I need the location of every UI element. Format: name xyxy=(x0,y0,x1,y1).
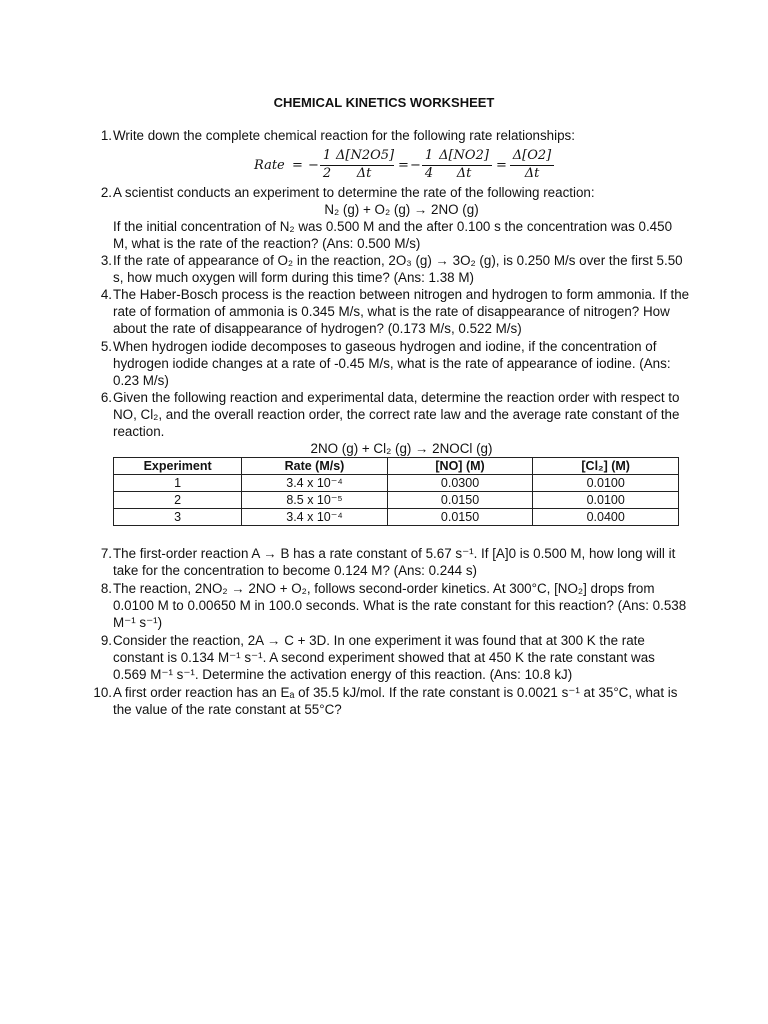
question-number: 8. xyxy=(100,581,112,596)
fraction-o2: $\frac{\Delta[O2]}{\Delta t}$ xyxy=(510,147,554,182)
question-number: 7. xyxy=(100,546,112,561)
question-number: 1. xyxy=(100,128,112,143)
question-2 xyxy=(90,184,690,252)
question-text: The Haber-Bosch process is the reaction between nitrogen and hydrogen to form ammonia. If the rate of formation of ammonia is 0.345 M/s, what is the rate of disappearance of nitrogen? How about the rate of disappearance of hydrogen? (0.173 M/s, 0.522 M/s) xyxy=(113,287,690,336)
fraction-coefficient-2: $\frac{1}{4}$ xyxy=(422,147,436,182)
table-row xyxy=(114,492,679,509)
question-number: 9. xyxy=(100,633,112,648)
question-text: When hydrogen iodide decomposes to gaseous hydrogen and iodine, if the concentration of hydrogen iodide changes at a rate of -0.45 M/s, what is the rate of appearance of iodine. (Ans: 0.23 M/s) xyxy=(113,339,671,388)
question-10 xyxy=(90,684,690,718)
question-text: Consider the reaction, 2A → C + 3D. In one experiment it was found that at 300 K the rate constant is 0.134 M⁻¹ s⁻¹. A second experiment showed that at 450 K the rate constant was 0.569 M⁻¹ s⁻¹. Determine the activation energy of this reaction. (Ans: 10.8 kJ) xyxy=(113,633,655,682)
table-cell: 8.5 x 10⁻⁵ xyxy=(242,492,388,509)
table-cell: 1 xyxy=(114,475,242,492)
question-3 xyxy=(90,252,690,286)
minus-sign: − xyxy=(308,158,319,173)
table-row xyxy=(114,509,679,526)
column-header: [Cl₂] (M) xyxy=(533,458,679,475)
question-text: A scientist conducts an experiment to determine the rate of the following reaction: xyxy=(113,185,595,200)
rate-label: Rate xyxy=(254,158,285,173)
question-text: Given the following reaction and experimental data, determine the reaction order with respect to NO, Cl₂, and the overall reaction order, the correct rate law and the average rate constant of the reaction. xyxy=(113,390,680,439)
question-text: Write down the complete chemical reaction for the following rate relationships: xyxy=(113,128,575,143)
table-header-row xyxy=(114,458,679,475)
fraction-no2: $\frac{\Delta[NO2]}{\Delta t}$ xyxy=(436,147,492,182)
question-number: 4. xyxy=(100,287,112,302)
table-cell: 0.0300 xyxy=(387,475,533,492)
rate-equation xyxy=(254,147,554,187)
fraction-coefficient-1: $\frac{1}{2}$ xyxy=(320,147,334,182)
table-cell: 0.0150 xyxy=(387,492,533,509)
question-number: 5. xyxy=(100,339,112,354)
column-header: [NO] (M) xyxy=(387,458,533,475)
table-cell: 0.0150 xyxy=(387,509,533,526)
question-8 xyxy=(90,580,690,631)
reaction-equation: 2NO (g) + Cl₂ (g) → 2NOCl (g) xyxy=(310,441,493,456)
question-4 xyxy=(90,286,690,337)
question-text: If the rate of appearance of O₂ in the reaction, 2O₃ (g) → 3O₂ (g), is 0.250 M/s over the first 5.50 s, how much oxygen will form during this time? (Ans: 1.38 M) xyxy=(113,253,683,285)
question-7 xyxy=(90,545,690,579)
equals-sign: = xyxy=(292,158,303,173)
table-cell: 3.4 x 10⁻⁴ xyxy=(242,475,388,492)
minus-sign: − xyxy=(410,158,421,173)
table-cell: 3 xyxy=(114,509,242,526)
question-number: 3. xyxy=(100,253,112,268)
table-cell: 0.0400 xyxy=(533,509,679,526)
table-row xyxy=(114,475,679,492)
table-cell: 0.0100 xyxy=(533,475,679,492)
table-cell: 0.0100 xyxy=(533,492,679,509)
question-5 xyxy=(90,338,690,389)
page-title: CHEMICAL KINETICS WORKSHEET xyxy=(273,95,495,110)
question-text: The first-order reaction A → B has a rate constant of 5.67 s⁻¹. If [A]0 is 0.500 M, how long will it take for the concentration to become 0.124 M? (Ans: 0.244 s) xyxy=(113,546,676,578)
question-number: 10. xyxy=(93,685,112,700)
question-9 xyxy=(90,632,690,683)
experiment-data-table xyxy=(113,457,679,526)
reaction-equation: N₂ (g) + O₂ (g) → 2NO (g) xyxy=(324,202,479,217)
question-text: The reaction, 2NO₂ → 2NO + O₂, follows second-order kinetics. At 300°C, [NO₂] drops from 0.0100 M to 0.00650 M in 100.0 seconds. What is the rate constant for this reaction? (Ans: 0.538 M⁻¹ s⁻¹) xyxy=(113,581,687,630)
equals-sign: = xyxy=(398,158,409,173)
question-number: 2. xyxy=(100,185,112,200)
table-cell: 2 xyxy=(114,492,242,509)
table-cell: 3.4 x 10⁻⁴ xyxy=(242,509,388,526)
question-6 xyxy=(90,389,690,457)
fraction-n2o5: $\frac{\Delta[N2O5]}{\Delta t}$ xyxy=(336,148,395,181)
question-text-continued: If the initial concentration of N₂ was 0.500 M and the after 0.100 s the concentration was 0.450 M, what is the rate of the reaction? (Ans: 0.500 M/s) xyxy=(113,219,673,251)
question-number: 6. xyxy=(100,390,112,405)
question-1 xyxy=(90,127,690,144)
column-header: Rate (M/s) xyxy=(242,458,388,475)
equals-sign: = xyxy=(496,158,507,173)
question-text: A first order reaction has an Eₐ of 35.5 kJ/mol. If the rate constant is 0.0021 s⁻¹ at 35°C, what is the value of the rate constant at 55°C? xyxy=(113,685,678,717)
column-header: Experiment xyxy=(114,458,242,475)
